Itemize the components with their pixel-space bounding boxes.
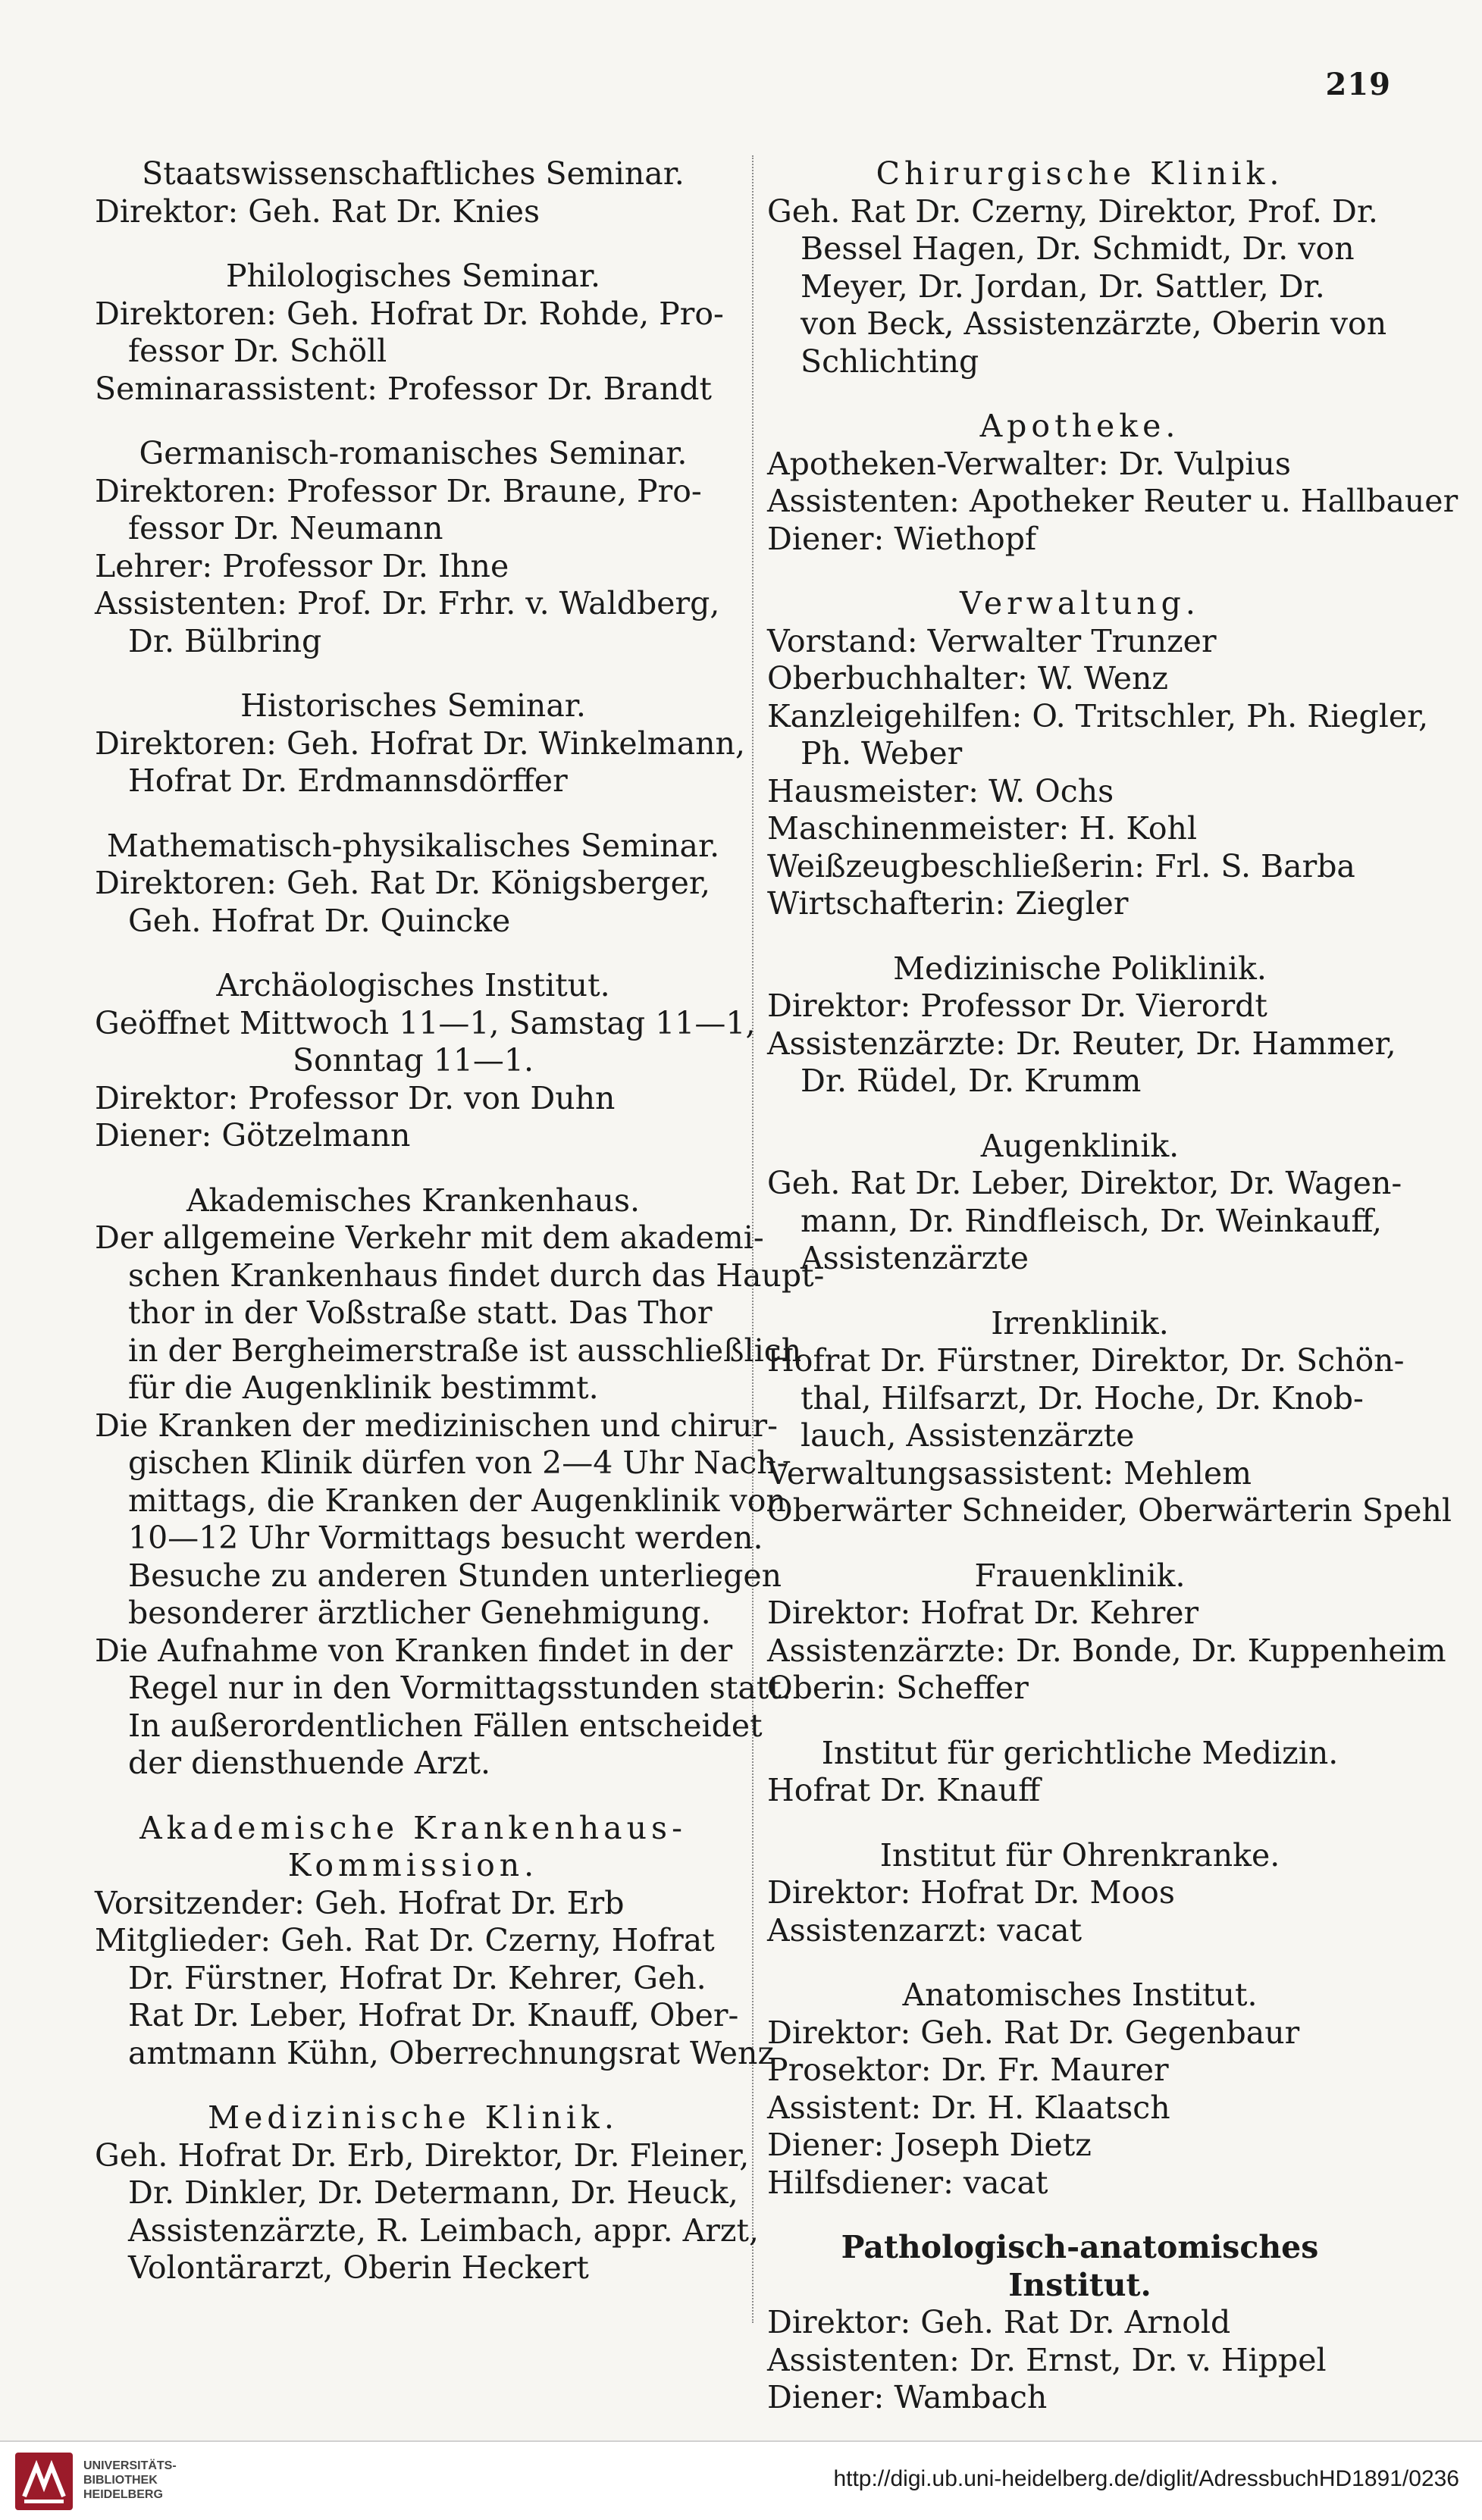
entry-line: Assistenzärzte, R. Leimbach, appr. Arzt,	[128, 2212, 759, 2249]
entry-line: fessor Dr. Neumann	[128, 510, 443, 546]
section-heading: Akademische Krankenhaus-	[139, 1809, 687, 1846]
paragraph-line: gischen Klinik dürfen von 2—4 Uhr Nach-	[128, 1445, 788, 1481]
section-heading: Germanisch-romanisches Seminar.	[139, 435, 688, 471]
entry-line: Mitglieder: Geh. Rat Dr. Czerny, Hofrat	[95, 1922, 715, 1958]
library-name-line: HEIDELBERG	[83, 2488, 163, 2501]
entry-line: Weißzeugbeschließerin: Frl. S. Barba	[767, 847, 1355, 884]
entry-line: Verwaltungsassistent: Mehlem	[767, 1454, 1252, 1492]
entry-line: Diener: Joseph Dietz	[767, 2127, 1092, 2163]
section-heading: Irrenklinik.	[991, 1304, 1169, 1341]
section-historisch	[95, 687, 745, 800]
entry-line: Oberin: Scheffer	[767, 1670, 1029, 1706]
left-column	[95, 155, 825, 2287]
section-heading: Archäologisches Institut.	[216, 967, 610, 1003]
section-kommission	[95, 1809, 775, 2073]
section-heading: Staatswissenschaftliches Seminar.	[142, 155, 685, 192]
entry-line: Direktor: Geh. Rat Dr. Gegenbaur	[767, 2014, 1300, 2051]
entry-line: Direktor: Professor Dr. Vierordt	[767, 988, 1267, 1024]
entry-line: Oberbuchhalter: W. Wenz	[767, 660, 1168, 697]
entry-line: Direktor: Hofrat Dr. Moos	[767, 1874, 1175, 1911]
entry-line: lauch, Assistenzärzte	[801, 1417, 1135, 1454]
entry-line: Direktoren: Geh. Hofrat Dr. Rohde, Pro-	[95, 295, 724, 332]
entry-line: Geh. Rat Dr. Leber, Direktor, Dr. Wagen-	[767, 1165, 1402, 1201]
entry-line: Meyer, Dr. Jordan, Dr. Sattler, Dr.	[801, 268, 1325, 305]
paragraph-line: Die Kranken der medizinischen und chirur-	[95, 1407, 778, 1444]
digitization-footer	[0, 2440, 1482, 2520]
section-heading: Apotheke.	[979, 408, 1180, 444]
entry-line: Hofrat Dr. Fürstner, Direktor, Dr. Schön-	[767, 1342, 1405, 1379]
entry-line: Direktor: Geh. Rat Dr. Knies	[95, 193, 540, 230]
entry-line: Maschinenmeister: H. Kohl	[767, 810, 1198, 847]
entry-line: Ph. Weber	[801, 735, 963, 772]
entry-line: fessor Dr. Schöll	[128, 333, 387, 369]
section-medizinische-klinik	[95, 2099, 759, 2287]
entry-line: Geh. Hofrat Dr. Quincke	[128, 902, 511, 939]
entry-line: Volontärarzt, Oberin Heckert	[128, 2249, 589, 2286]
section-krankenhaus	[95, 1182, 825, 1783]
entry-line: Assistent: Dr. H. Klaatsch	[767, 2089, 1170, 2126]
entry-line: Hilfsdiener: vacat	[767, 2164, 1048, 2201]
section-apotheke	[767, 408, 1459, 558]
entry-line: Assistenten: Apotheker Reuter u. Hallbauer	[767, 483, 1459, 519]
section-pathologisch	[767, 2229, 1393, 2417]
entry-line: Assistenzärzte: Dr. Bonde, Dr. Kuppenheim	[767, 1632, 1446, 1669]
library-logo-icon	[14, 2451, 74, 2512]
section-heading: Medizinische Klinik.	[208, 2099, 619, 2136]
library-name	[83, 2459, 177, 2502]
paragraph-line: mittags, die Kranken der Augenklinik von	[128, 1482, 786, 1519]
entry-line: Schlichting	[801, 343, 979, 380]
paragraph-line: Die Aufnahme von Kranken findet in der	[95, 1632, 733, 1669]
section-heading: Pathologisch-anatomisches Institut.	[841, 2229, 1319, 2303]
section-anatomisch	[767, 1977, 1393, 2202]
entry-line: Direktor: Hofrat Dr. Kehrer	[767, 1595, 1199, 1631]
section-heading: Historisches Seminar.	[240, 687, 586, 724]
section-heading: Medizinische Poliklinik.	[893, 950, 1267, 987]
library-name-line: BIBLIOTHEK	[83, 2474, 158, 2487]
section-heading: Kommission.	[287, 1847, 539, 1883]
entry-line: Direktor: Geh. Rat Dr. Arnold	[767, 2304, 1231, 2340]
entry-line: Assistenzarzt: vacat	[767, 1911, 1083, 1949]
section-heading: Institut für Ohrenkranke.	[879, 1836, 1280, 1874]
section-chirurgische-klinik	[767, 155, 1393, 380]
entry-line: Diener: Wiethopf	[767, 520, 1037, 557]
section-archaeologie	[95, 967, 756, 1155]
section-germanisch	[95, 435, 732, 660]
entry-line: Wirtschafterin: Ziegler	[767, 885, 1129, 922]
entry-line: Sonntag 11—1.	[292, 1042, 534, 1078]
section-ohrenkranke	[767, 1837, 1393, 1950]
section-augenklinik	[767, 1127, 1402, 1278]
right-column	[767, 155, 1459, 2417]
entry-line: Direktor: Professor Dr. von Duhn	[95, 1079, 616, 1116]
section-irrenklinik	[767, 1304, 1452, 1530]
entry-line: Kanzleigehilfen: O. Tritschler, Ph. Riegler,	[767, 697, 1429, 734]
entry-line: Vorstand: Verwalter Trunzer	[767, 622, 1217, 659]
entry-line: Vorsitzender: Geh. Hofrat Dr. Erb	[95, 1884, 625, 1921]
section-heading: Institut für gerichtliche Medizin.	[821, 1734, 1339, 1771]
paragraph-line: Der allgemeine Verkehr mit dem akademi-	[95, 1219, 764, 1256]
entry-line: Assistenzärzte: Dr. Reuter, Dr. Hammer,	[767, 1025, 1396, 1062]
section-heading: Anatomisches Institut.	[902, 1977, 1258, 2013]
entry-line: Direktoren: Geh. Rat Dr. Königsberger,	[95, 865, 711, 901]
section-staatswissenschaft	[95, 155, 732, 230]
entry-line: Assistenzärzte	[801, 1240, 1029, 1276]
paragraph-line: besonderer ärztlicher Genehmigung.	[128, 1595, 711, 1631]
entry-line: Assistenten: Dr. Ernst, Dr. v. Hippel	[767, 2341, 1327, 2378]
entry-line: Diener: Götzelmann	[95, 1117, 411, 1154]
section-heading: Augenklinik.	[980, 1127, 1180, 1164]
paragraph-line: 10—12 Uhr Vormittags besucht werden.	[128, 1520, 763, 1556]
entry-line: mann, Dr. Rindfleisch, Dr. Weinkauff,	[801, 1202, 1383, 1239]
entry-line: von Beck, Assistenzärzte, Oberin von	[801, 305, 1387, 342]
paragraph-line: Regel nur in den Vormittagsstunden statt.	[128, 1670, 791, 1706]
section-heading: Mathematisch-physikalisches Seminar.	[106, 827, 720, 864]
section-verwaltung	[767, 585, 1429, 923]
section-heading: Akademisches Krankenhaus.	[186, 1182, 641, 1219]
section-heading: Frauenklinik.	[974, 1557, 1186, 1594]
section-heading: Verwaltung.	[960, 585, 1200, 621]
entry-line: Dr. Fürstner, Hofrat Dr. Kehrer, Geh.	[128, 1959, 707, 1996]
section-poliklinik	[767, 950, 1396, 1100]
section-mathematisch	[95, 828, 732, 941]
entry-line: Hofrat Dr. Erdmannsdörffer	[128, 762, 568, 799]
entry-line: Geöffnet Mittwoch 11—1, Samstag 11—1,	[95, 1004, 756, 1041]
section-philologie	[95, 258, 732, 408]
section-heading: Philologisches Seminar.	[225, 258, 601, 294]
entry-line: Bessel Hagen, Dr. Schmidt, Dr. von	[801, 230, 1355, 267]
paragraph-line: thor in der Voßstraße statt. Das Thor	[128, 1294, 713, 1331]
library-name-line: UNIVERSITÄTS-	[83, 2459, 177, 2472]
entry-line: Rat Dr. Leber, Hofrat Dr. Knauff, Ober-	[128, 1997, 739, 2033]
section-frauenklinik	[767, 1557, 1446, 1708]
entry-line: Oberwärter Schneider, Oberwärterin Spehl	[767, 1492, 1452, 1529]
paragraph-line: für die Augenklinik bestimmt.	[128, 1370, 599, 1406]
entry-line: Direktoren: Geh. Hofrat Dr. Winkelmann,	[95, 725, 745, 762]
entry-line: Apotheken-Verwalter: Dr. Vulpius	[767, 445, 1291, 482]
entry-line: Geh. Hofrat Dr. Erb, Direktor, Dr. Fleiner,	[95, 2137, 750, 2174]
page-number: 219	[1325, 67, 1391, 102]
paragraph-line: in der Bergheimerstraße ist ausschließlich	[128, 1332, 802, 1369]
entry-line: Seminarassistent: Professor Dr. Brandt	[95, 370, 712, 407]
entry-line: Dr. Dinkler, Dr. Determann, Dr. Heuck,	[128, 2174, 738, 2211]
entry-line: Prosektor: Dr. Fr. Maurer	[767, 2052, 1169, 2088]
section-gerichtliche-medizin	[767, 1735, 1393, 1810]
paragraph-line: Besuche zu anderen Stunden unterliegen	[128, 1557, 782, 1594]
entry-line: Hausmeister: W. Ochs	[767, 772, 1114, 809]
entry-line: Lehrer: Professor Dr. Ihne	[95, 547, 509, 584]
entry-line: Diener: Wambach	[767, 2379, 1048, 2415]
entry-line: thal, Hilfsarzt, Dr. Hoche, Dr. Knob-	[801, 1379, 1364, 1417]
paragraph-line: In außerordentlichen Fällen entscheidet	[128, 1707, 763, 1744]
entry-line: Hofrat Dr. Knauff	[767, 1772, 1041, 1808]
section-heading: Chirurgische Klinik.	[876, 155, 1284, 192]
entry-line: Dr. Bülbring	[128, 622, 322, 659]
entry-line: Dr. Rüdel, Dr. Krumm	[801, 1063, 1142, 1099]
entry-line: amtmann Kühn, Oberrechnungsrat Wenz	[128, 2034, 775, 2071]
source-url-link[interactable]: http://digi.ub.uni-heidelberg.de/diglit/AdressbuchHD1891/0236	[833, 2466, 1459, 2491]
entry-line: Direktoren: Professor Dr. Braune, Pro-	[95, 472, 702, 509]
paragraph-line: der diensthuende Arzt.	[128, 1745, 491, 1781]
entry-line: Assistenten: Prof. Dr. Frhr. v. Waldberg,	[95, 585, 720, 621]
paragraph-line: schen Krankenhaus findet durch das Haupt-	[128, 1257, 825, 1294]
entry-line: Geh. Rat Dr. Czerny, Direktor, Prof. Dr.	[767, 193, 1378, 230]
